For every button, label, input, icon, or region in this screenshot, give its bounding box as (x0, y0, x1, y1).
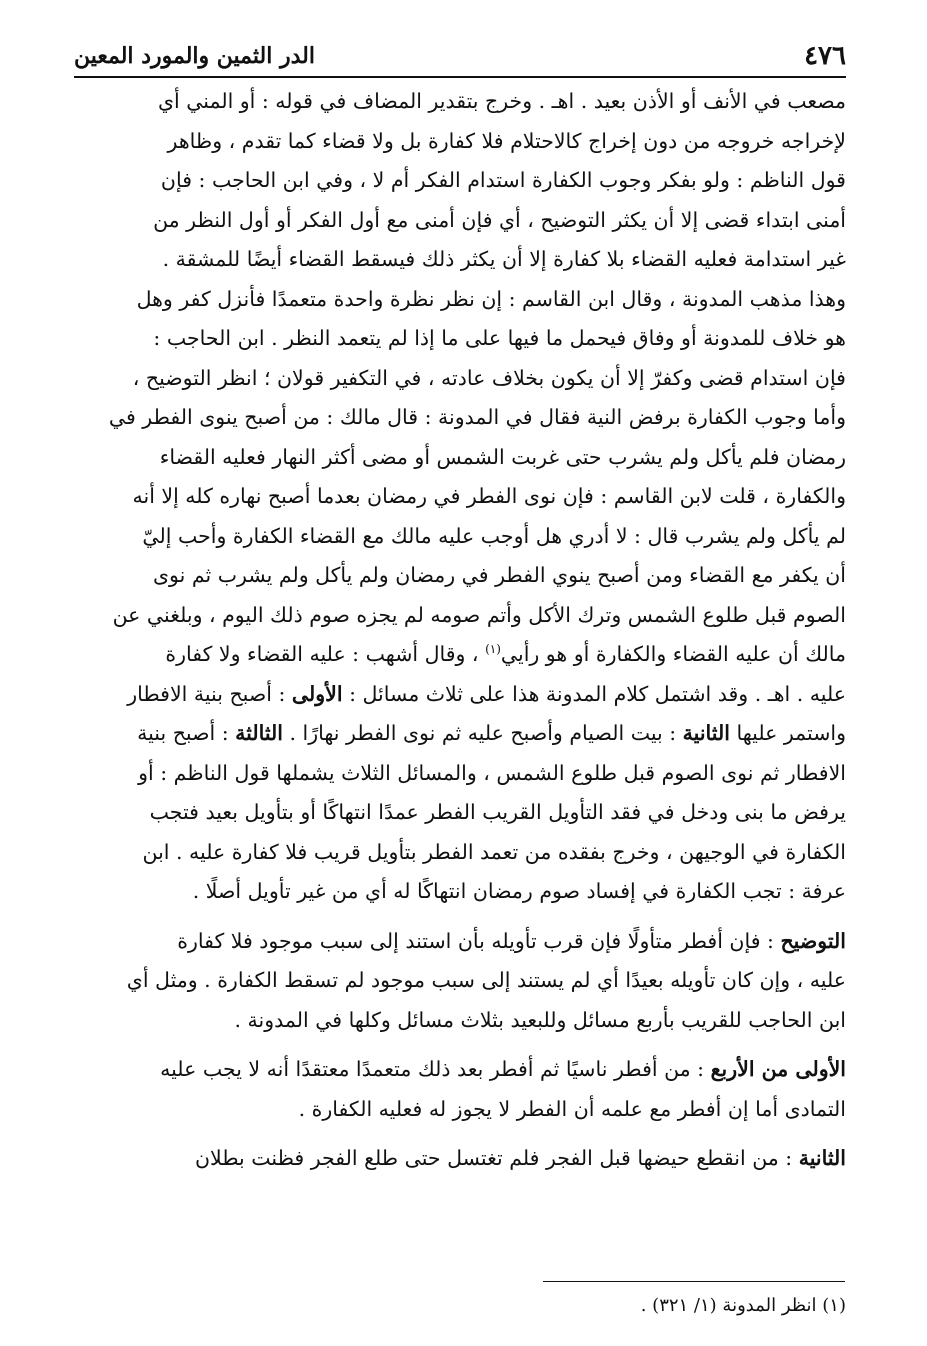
heading-term: الأولى من الأربع (710, 1057, 846, 1081)
text-line: وهذا مذهب المدونة ، وقال ابن القاسم : إن نظر نظرة واحدة متعمدًا فأنزل كفر وهل (136, 286, 846, 311)
text-line: الافطار ثم نوى الصوم قبل طلوع الشمس ، والمسائل الثلاث يشملها قول الناظم : أو (138, 760, 846, 785)
text-line: يرفض ما بنى ودخل في فقد التأويل القريب الفطر عمدًا انتهاكًا أو بتأويل بعيد فتجب (149, 800, 846, 824)
text-line: مصعب في الأنف أو الأذن بعيد . اهـ . وخرج بتقدير المضاف في قوله : أو المني أي (157, 89, 846, 113)
line-segment: عليه . اهـ . وقد اشتمل كلام المدونة هذا على ثلاث مسائل : (342, 681, 846, 706)
text-line: ابن الحاجب للقريب بأربع مسائل وللبعيد بثلاث مسائل وكلها في المدونة . (234, 1007, 846, 1032)
text-line: وأما وجوب الكفارة برفض النية فقال في المدونة : قال مالك : من أصبح ينوى الفطر في (108, 405, 846, 429)
line-segment: واستمر عليها (729, 721, 846, 745)
footnote: (١) انظر المدونة (١/ ٣٢١) . (640, 1295, 846, 1316)
heading-term: الثانية (798, 1146, 846, 1170)
text-line (74, 1139, 846, 1179)
text-line: التمادى أما إن أفطر مع علمه أن الفطر لا يجوز له فعليه الكفارة . (298, 1096, 846, 1121)
text-line (74, 675, 846, 715)
line-segment: : بيت الصيام وأصبح عليه ثم نوى الفطر نهارًا . (282, 721, 683, 745)
line-segment: : فإن أفطر متأولًا فإن قرب تأويله بأن استند إلى سبب موجود فلا كفارة (177, 928, 781, 953)
heading-term: الثالثة (235, 721, 283, 745)
line-segment: : أصبح بنية الافطار (127, 681, 292, 706)
text-line: الكفارة في الوجيهن ، وخرج بفقده من تعمد الفطر بتأويل قريب فلا كفارة عليه . ابن (142, 839, 846, 864)
text-line (74, 1050, 846, 1090)
text-line: فإن استدام قضى وكفرّ إلا أن يكون بخلاف عادته ، في التكفير قولان ؛ انظر التوضيح ، (132, 365, 846, 390)
paragraph-gap (74, 1040, 846, 1050)
text-line (74, 635, 846, 675)
text-line: والكفارة ، قلت لابن القاسم : فإن نوى الفطر في رمضان بعدما أصبح نهاره كله إلا أنه (132, 484, 846, 508)
heading-term: التوضيح (780, 928, 846, 953)
heading-term: الأولى (291, 681, 343, 706)
paragraph-gap (74, 1129, 846, 1139)
text-line: عليه ، وإن كان تأويله بعيدًا أي لم يستند إلى سبب موجود لم تسقط الكفارة . ومثل أي (126, 968, 846, 992)
text-line (74, 714, 846, 754)
line-segment: : من انقطع حيضها قبل الفجر فلم تغتسل حتى طلع الفجر فظنت بطلان (194, 1146, 799, 1170)
text-line: أمنى ابتداء قضى إلا أن يكثر التوضيح ، أي فإن أمنى مع أول الفكر أو أول النظر من (153, 207, 846, 232)
text-line: عرفة : تجب الكفارة في إفساد صوم رمضان انتهاكًا له أي من غير تأويل أصلًا . (192, 879, 846, 903)
line-segment: : أصبح بنية (137, 721, 236, 745)
text-line (74, 922, 846, 962)
text-line: هو خلاف للمدونة أو وفاق فيحمل ما فيها على ما إذا لم يتعمد النظر . ابن الحاجب : (153, 326, 846, 350)
running-title: الدر الثمين والمورد المعين (74, 43, 316, 69)
paragraph-gap (74, 912, 846, 922)
heading-term: الثانية (682, 721, 730, 745)
header-rule (74, 76, 846, 78)
line-segment: : من أفطر ناسيًا ثم أفطر بعد ذلك متعمدًا معتقدًا أنه لا يجب عليه (160, 1057, 711, 1081)
footnote-reference[interactable]: (١) (485, 642, 501, 657)
text-line: غير استدامة فعليه القضاء بلا كفارة إلا أن يكثر ذلك فيسقط القضاء أيضًا للمشقة . (162, 247, 846, 271)
line-segment: ، وقال أشهب : عليه القضاء ولا كفارة (165, 642, 486, 666)
page-number: ٤٧٦ (804, 41, 846, 71)
page-header (74, 36, 846, 76)
main-text (74, 82, 846, 1179)
text-line: رمضان فلم يأكل ولم يشرب حتى غربت الشمس أو مضى أكثر النهار فعليه القضاء (159, 444, 846, 469)
line-segment: مالك أن عليه القضاء والكفارة أو هو رأيي (500, 642, 846, 666)
text-line: لإخراجه خروجه من دون إخراج كالاحتلام فلا كفارة بل ولا قضاء كما تقدم ، وظاهر (167, 128, 846, 153)
footnote-rule (543, 1281, 845, 1282)
text-line: الصوم قبل طلوع الشمس وترك الأكل وأتم صومه لم يجزه صوم ذلك اليوم ، وبلغني عن (112, 602, 846, 627)
text-line: لم يأكل ولم يشرب قال : لا أدري هل أوجب عليه مالك مع القضاء الكفارة وأحب إليّ (142, 523, 846, 548)
text-line: أن يكفر مع القضاء ومن أصبح ينوي الفطر في رمضان ولم يأكل ولم يشرب ثم نوى (153, 563, 846, 587)
text-line: قول الناظم : ولو بفكر وجوب الكفارة استدام الفكر أم لا ، وفي ابن الحاجب : فإن (160, 168, 846, 192)
